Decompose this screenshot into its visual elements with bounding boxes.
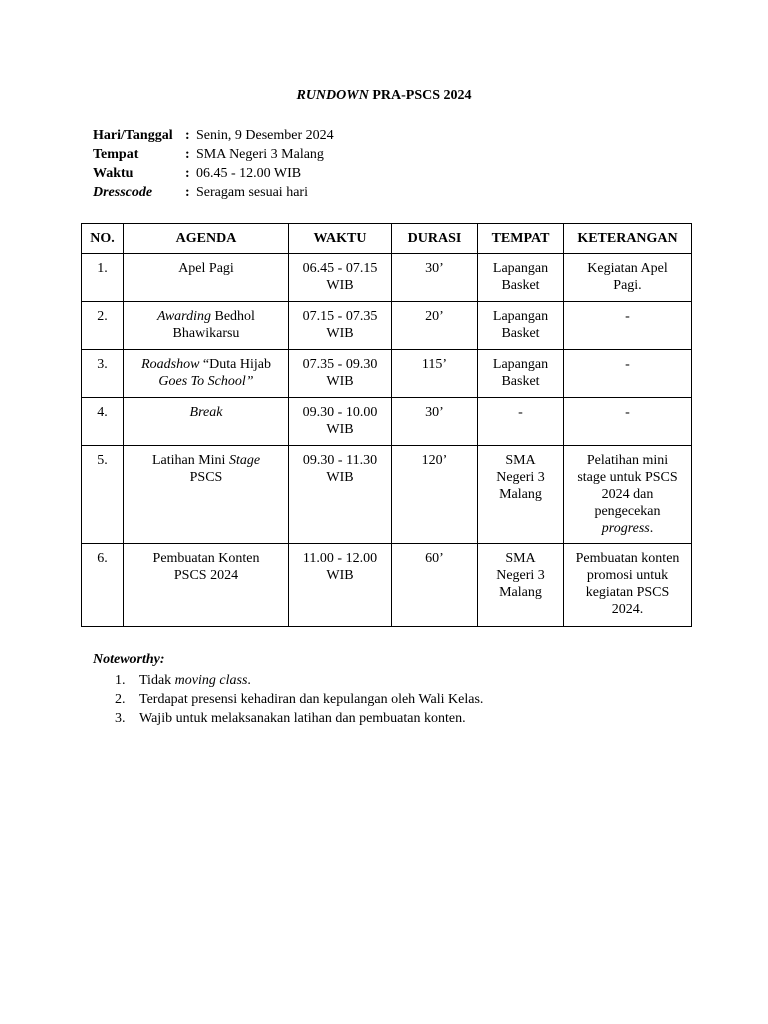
list-text-tail: . — [247, 673, 251, 688]
list-text: Terdapat presensi kehadiran dan kepulangan oleh Wali Kelas. — [139, 692, 484, 707]
table-row — [82, 446, 692, 544]
keterangan-tail: . — [649, 521, 654, 536]
cell-keterangan — [564, 254, 692, 302]
cell-agenda — [124, 254, 289, 302]
table-header-row — [82, 224, 692, 254]
agenda-italic: Stage — [228, 453, 261, 468]
tempat-line: Malang — [499, 487, 542, 502]
cell-tempat — [478, 254, 564, 302]
agenda-text: Bedhol — [210, 309, 255, 324]
table-row — [82, 350, 692, 398]
cell-tempat — [478, 544, 564, 627]
waktu-range: 07.15 - 07.35 — [302, 309, 378, 324]
waktu-zone: WIB — [326, 326, 354, 341]
info-colon: : — [185, 166, 190, 181]
waktu-zone: WIB — [326, 278, 354, 293]
info-row-date — [93, 126, 334, 145]
waktu-zone: WIB — [326, 568, 354, 583]
list-text-italic: moving class — [174, 673, 248, 688]
cell-waktu — [289, 350, 392, 398]
agenda-text: Latihan Mini — [151, 453, 229, 468]
agenda-text: PSCS 2024 — [173, 568, 239, 583]
info-value: Senin, 9 Desember 2024 — [196, 128, 334, 143]
info-row-time — [93, 164, 334, 183]
list-number: 3. — [115, 711, 126, 726]
cell-agenda — [124, 446, 289, 544]
tempat-line: SMA — [505, 453, 536, 468]
cell-tempat — [478, 302, 564, 350]
cell-keterangan: - — [564, 398, 692, 446]
agenda-text: PSCS — [189, 470, 223, 485]
tempat-line: Basket — [501, 278, 540, 293]
keterangan-line: promosi untuk — [586, 568, 669, 583]
tempat-line: Basket — [501, 374, 540, 389]
cell-agenda — [124, 398, 289, 446]
info-row-place — [93, 145, 334, 164]
table-row — [82, 302, 692, 350]
cell-waktu — [289, 398, 392, 446]
page-title — [0, 88, 768, 104]
cell-tempat — [478, 350, 564, 398]
tempat-line: Basket — [501, 326, 540, 341]
tempat-line: Lapangan — [492, 357, 549, 372]
rundown-table — [81, 223, 692, 627]
waktu-zone: WIB — [326, 374, 354, 389]
header-keterangan: KETERANGAN — [564, 224, 692, 254]
waktu-zone: WIB — [326, 470, 354, 485]
list-item — [115, 690, 483, 709]
keterangan-line: 2024. — [611, 602, 644, 617]
list-item — [115, 671, 483, 690]
cell-no: 5. — [82, 446, 124, 544]
waktu-range: 06.45 - 07.15 — [302, 261, 378, 276]
keterangan-line: Kegiatan Apel — [587, 261, 668, 276]
keterangan-line: Pelatihan mini — [586, 453, 669, 468]
agenda-text: Bhawikarsu — [172, 326, 240, 341]
title-rest: PRA-PSCS 2024 — [368, 88, 472, 103]
keterangan-italic: progress — [601, 521, 650, 536]
list-number: 2. — [115, 692, 126, 707]
list-number: 1. — [115, 673, 126, 688]
info-row-dresscode — [93, 183, 334, 202]
keterangan-line: Pagi. — [613, 278, 642, 293]
cell-durasi: 60’ — [392, 544, 478, 627]
cell-no: 1. — [82, 254, 124, 302]
list-item — [115, 709, 483, 728]
waktu-range: 09.30 - 11.30 — [302, 453, 378, 468]
tempat-line: Lapangan — [492, 309, 549, 324]
tempat-line: Negeri 3 — [496, 470, 545, 485]
header-tempat: TEMPAT — [478, 224, 564, 254]
info-label: Tempat — [93, 147, 139, 162]
cell-waktu — [289, 254, 392, 302]
table-row — [82, 398, 692, 446]
list-text — [139, 671, 251, 690]
header-waktu: WAKTU — [289, 224, 392, 254]
waktu-range: 11.00 - 12.00 — [302, 551, 378, 566]
agenda-italic: Awarding — [157, 309, 211, 324]
tempat-line: SMA — [505, 551, 536, 566]
cell-no: 2. — [82, 302, 124, 350]
agenda-italic: Break — [189, 405, 223, 420]
list-text: Wajib untuk melaksanakan latihan dan pembuatan konten. — [139, 711, 466, 726]
info-value: 06.45 - 12.00 WIB — [196, 166, 302, 181]
noteworthy-title: Noteworthy: — [93, 652, 165, 667]
waktu-zone: WIB — [326, 422, 354, 437]
cell-durasi: 115’ — [392, 350, 478, 398]
table-row — [82, 254, 692, 302]
header-agenda: AGENDA — [124, 224, 289, 254]
cell-tempat — [478, 446, 564, 544]
keterangan-line: stage untuk PSCS — [577, 470, 678, 485]
header-durasi: DURASI — [392, 224, 478, 254]
cell-no: 4. — [82, 398, 124, 446]
cell-keterangan — [564, 446, 692, 544]
cell-agenda — [124, 302, 289, 350]
agenda-text: Apel Pagi — [178, 261, 234, 276]
cell-durasi: 30’ — [392, 254, 478, 302]
cell-waktu — [289, 302, 392, 350]
cell-no: 6. — [82, 544, 124, 627]
cell-tempat: - — [478, 398, 564, 446]
waktu-range: 07.35 - 09.30 — [302, 357, 378, 372]
info-label: Hari/Tanggal — [93, 128, 173, 143]
cell-durasi: 20’ — [392, 302, 478, 350]
keterangan-line: pengecekan — [594, 504, 661, 519]
tempat-line: Malang — [499, 585, 542, 600]
noteworthy-list — [115, 671, 483, 728]
cell-agenda — [124, 350, 289, 398]
keterangan-line: Pembuatan konten — [575, 551, 680, 566]
cell-waktu — [289, 544, 392, 627]
info-colon: : — [185, 185, 190, 200]
cell-keterangan — [564, 544, 692, 627]
agenda-italic: Goes To School” — [158, 374, 254, 389]
info-colon: : — [185, 147, 190, 162]
agenda-text: Pembuatan Konten — [152, 551, 260, 566]
agenda-italic: Roadshow — [141, 357, 200, 372]
keterangan-line: 2024 dan — [601, 487, 654, 502]
info-label: Dresscode — [93, 185, 153, 200]
info-label: Waktu — [93, 166, 134, 181]
list-text-plain: Tidak — [139, 673, 175, 688]
cell-durasi: 120’ — [392, 446, 478, 544]
info-colon: : — [185, 128, 190, 143]
header-no: NO. — [82, 224, 124, 254]
tempat-line: Lapangan — [492, 261, 549, 276]
cell-keterangan: - — [564, 350, 692, 398]
cell-keterangan: - — [564, 302, 692, 350]
table-row — [82, 544, 692, 627]
tempat-line: Negeri 3 — [496, 568, 545, 583]
cell-waktu — [289, 446, 392, 544]
cell-agenda — [124, 544, 289, 627]
agenda-text: “Duta Hijab — [199, 357, 271, 372]
title-italic: RUNDOWN — [296, 88, 369, 103]
cell-no: 3. — [82, 350, 124, 398]
info-value: Seragam sesuai hari — [196, 185, 308, 200]
event-info — [93, 126, 334, 202]
cell-durasi: 30’ — [392, 398, 478, 446]
info-value: SMA Negeri 3 Malang — [196, 147, 324, 162]
keterangan-line: kegiatan PSCS — [585, 585, 670, 600]
waktu-range: 09.30 - 10.00 — [302, 405, 378, 420]
